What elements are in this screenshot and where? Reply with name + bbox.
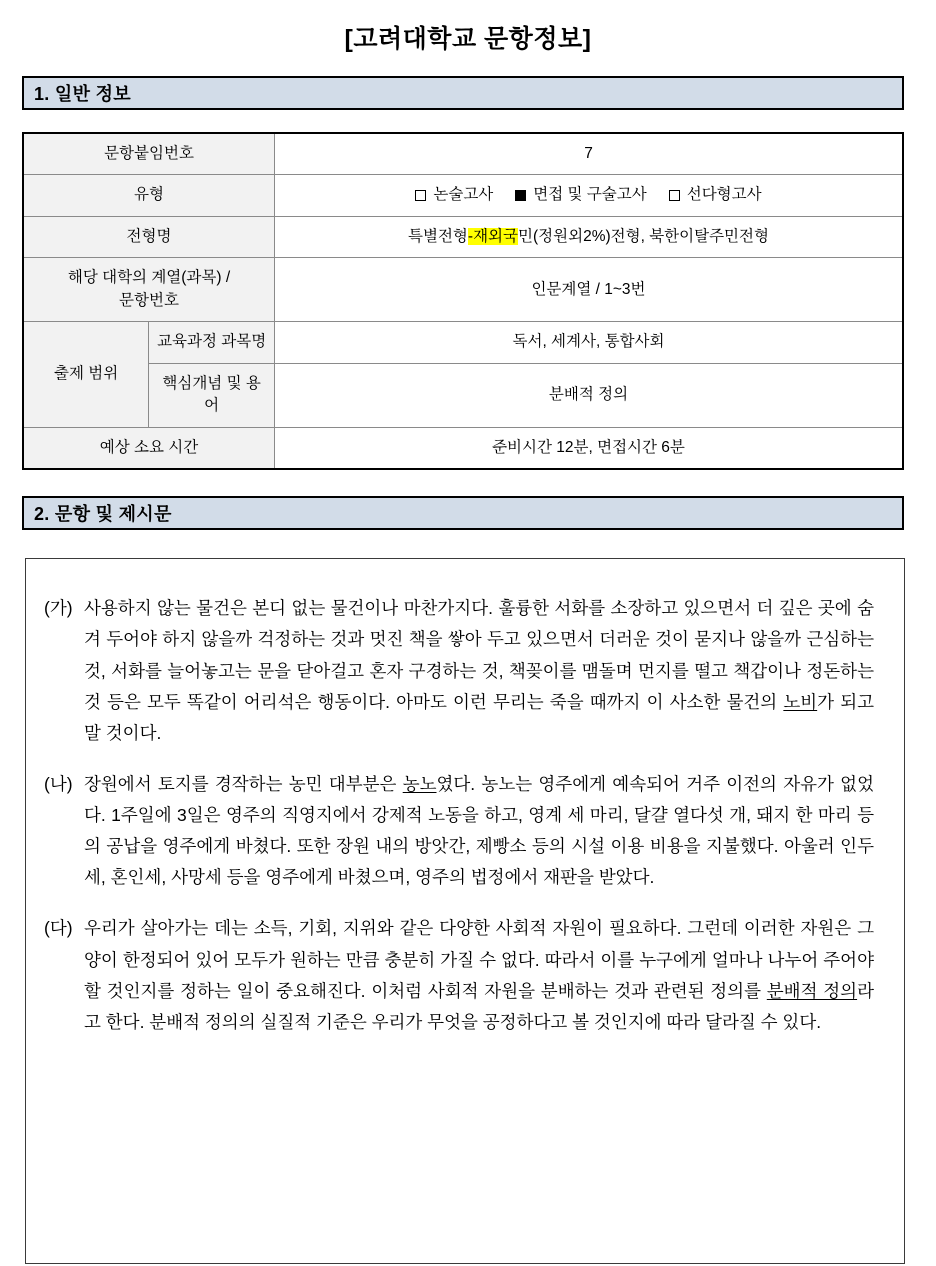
passage-ga-marker: (가) [44, 598, 73, 619]
row-sublabel-curriculum-subject: 교육과정 과목명 [149, 322, 275, 363]
row-value-admission-type [275, 216, 904, 257]
passage-ga-underlined-term: 노비 [783, 691, 818, 712]
passage-na-text [84, 769, 874, 894]
row-label-department-and-number [23, 258, 275, 322]
type-option-interview-label: 면접 및 구술고사 [533, 186, 647, 204]
admission-type-suffix: 민(정원외2%)전형, 북한이탈주민전형 [518, 227, 769, 245]
table-row-scope-subject [23, 322, 903, 363]
checkbox-unchecked-icon[interactable] [669, 190, 680, 201]
page-title: [고려대학교 문항정보] [344, 25, 592, 53]
type-option-multiple-choice-label: 선다형고사 [686, 186, 762, 204]
passage-da [44, 913, 874, 1038]
general-info-table-wrapper [22, 132, 904, 470]
passage-na [44, 769, 874, 894]
row-value-department-and-number: 인문계열 / 1~3번 [275, 258, 904, 322]
passage-da-text [84, 913, 874, 1038]
passage-da-marker: (다) [44, 918, 73, 939]
row-label-department-line1: 해당 대학의 계열(과목) / [67, 269, 231, 287]
type-option-interview[interactable] [515, 184, 646, 206]
section-header-questions-label: 2. 문항 및 제시문 [34, 504, 172, 525]
row-label-type: 유형 [23, 175, 275, 216]
admission-type-highlighted-text: -재외국 [467, 227, 519, 245]
row-label-scope: 출제 범위 [23, 322, 149, 427]
row-value-attachment-number: 7 [275, 133, 904, 175]
section-header-general-info-label: 1. 일반 정보 [34, 84, 131, 104]
table-row-admission-type [23, 216, 903, 257]
passage-da-part2: 라고 한다. 분배적 정의의 실질적 기준은 우리가 무엇을 공정하다고 볼 것인지에 따라 달라질 수 있다. [84, 980, 874, 1032]
table-row-type [23, 175, 903, 216]
table-row-scope-concepts [23, 363, 903, 427]
passage-na-underlined-term: 농노 [402, 773, 437, 794]
section-header-general-info [22, 76, 904, 110]
passage-ga-part2: 가 되고 말 것이다. [84, 691, 875, 743]
type-option-essay-label: 논술고사 [433, 186, 494, 204]
table-row-attachment-number [23, 133, 903, 175]
table-row-department-and-number [23, 258, 903, 322]
table-row-expected-time [23, 427, 903, 469]
passage-ga [44, 593, 874, 749]
row-value-curriculum-subject: 독서, 세계사, 통합사회 [275, 322, 904, 363]
passage-na-part1: 장원에서 토지를 경작하는 농민 대부분은 [84, 773, 403, 794]
passage-da-part1: 우리가 살아가는 데는 소득, 기회, 지위와 같은 다양한 사회적 자원이 필요하다. 그런데 이러한 자원은 그 양이 한정되어 있어 모두가 원하는 만큼 충분히 가질 수 없다. 따라서 이를 누구에게 얼마나 나누어 주어야 할 것인지를 정하는 일이 중요해진다. 이처럼 사회적 자원을 분배하는 것과 관련된 정의를 [84, 918, 874, 1001]
checkbox-checked-icon[interactable] [515, 190, 526, 201]
general-info-table [22, 132, 904, 470]
checkbox-unchecked-icon[interactable] [415, 190, 426, 201]
row-value-expected-time: 준비시간 12분, 면접시간 6분 [275, 427, 904, 469]
row-sublabel-key-concepts: 핵심개념 및 용어 [149, 363, 275, 427]
passage-da-underlined-term: 분배적 정의 [766, 980, 858, 1001]
passage-ga-text [84, 593, 874, 749]
row-value-type [275, 175, 904, 216]
type-option-group [281, 184, 896, 206]
type-option-essay[interactable] [415, 184, 493, 206]
type-option-multiple-choice[interactable] [669, 184, 762, 206]
passage-na-marker: (나) [44, 773, 73, 794]
row-value-key-concepts: 분배적 정의 [275, 363, 904, 427]
passage-na-part2: 였다. 농노는 영주에게 예속되어 거주 이전의 자유가 없었다. 1주일에 3일은 영주의 직영지에서 강제적 노동을 하고, 영계 세 마리, 달걀 열다섯 개, 돼지 한 마리 등의 공납을 영주에게 바쳤다. 또한 장원 내의 방앗간, 제빵소 등의 시설 이용 비용을 지불했다. 아울러 인두세, 혼인세, 사망세 등을 영주에게 바쳤으며, 영주의 법정에서 재판을 받았다. [84, 773, 874, 888]
admission-type-prefix: 특별전형 [408, 227, 468, 245]
row-label-attachment-number: 문항붙임번호 [23, 133, 275, 175]
passage-ga-part1: 사용하지 않는 물건은 본디 없는 물건이나 마찬가지다. 훌륭한 서화를 소장하고 있으면서 더 깊은 곳에 숨겨 두어야 하지 않을까 걱정하는 것과 멋진 책을 쌓아 두고 있으면서 더러운 것이 묻지나 않을까 근심하는 것, 서화를 늘어놓고는 문을 닫아걸고 혼자 구경하는 것, 책꽂이를 맴돌며 먼지를 떨고 책갑이나 정돈하는 것 등은 모두 똑같이 어리석은 행동이다. 아마도 이런 무리는 죽을 때까지 이 사소한 물건의 [84, 598, 874, 712]
row-label-expected-time: 예상 소요 시간 [23, 427, 275, 469]
passage-box [25, 558, 905, 1264]
row-label-department-line2: 문항번호 [119, 291, 179, 309]
section-header-questions [22, 496, 904, 530]
row-label-admission-type: 전형명 [23, 216, 275, 257]
